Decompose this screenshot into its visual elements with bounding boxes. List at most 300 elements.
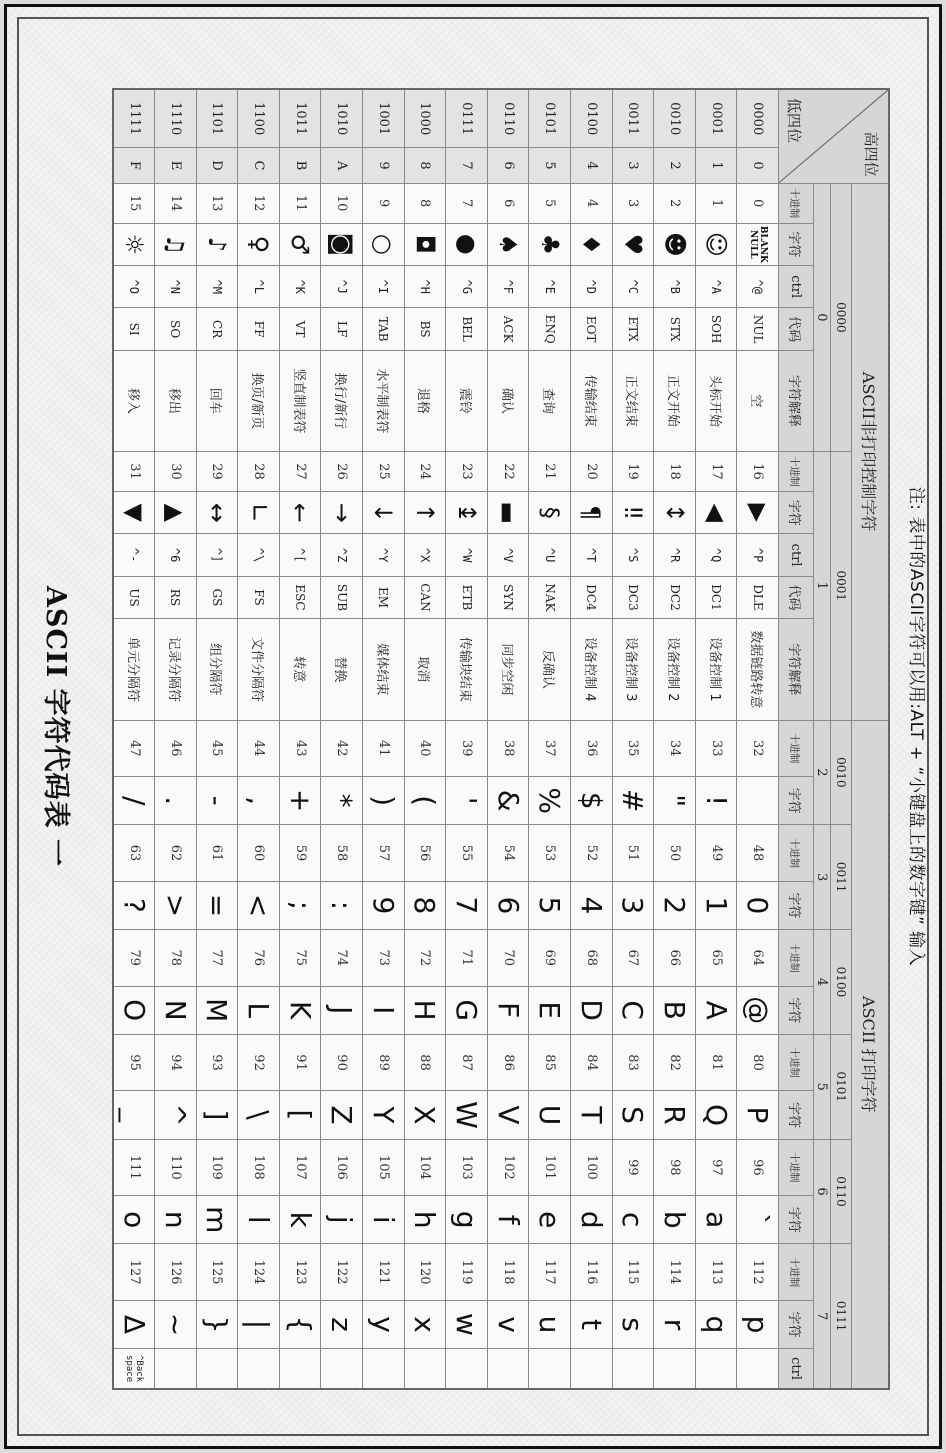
- table-row: [113, 89, 155, 1389]
- char-cell: !: [695, 777, 737, 825]
- decimal-cell: 105: [363, 1139, 405, 1196]
- char-cell: W: [446, 1091, 488, 1139]
- decimal-cell: 8: [404, 183, 446, 223]
- code-cell: ETB: [446, 576, 488, 618]
- low-bits: 0101: [529, 89, 571, 148]
- decimal-cell: 43: [279, 720, 321, 777]
- low-bits: 0000: [737, 89, 779, 148]
- decimal-cell: 9: [363, 183, 405, 223]
- decimal-cell: 55: [446, 825, 488, 882]
- code-cell: TAB: [363, 308, 405, 350]
- ctrl-key-cell: ^V: [487, 534, 529, 576]
- description-cell: 回车: [196, 350, 238, 451]
- decimal-cell: 95: [113, 1034, 155, 1091]
- decimal-cell: 71: [446, 930, 488, 987]
- code-cell: FS: [238, 576, 280, 618]
- description-cell: 查询: [529, 350, 571, 451]
- char-cell: ': [446, 777, 488, 825]
- ctrl-key-cell: ^Z: [321, 534, 363, 576]
- description-cell: 设备控制 3: [612, 619, 654, 720]
- symbol-cell: ‼: [612, 492, 654, 534]
- column-header-char: 字符: [779, 492, 814, 534]
- char-cell: 5: [529, 881, 571, 929]
- char-cell: D: [571, 986, 613, 1034]
- decimal-cell: 102: [487, 1139, 529, 1196]
- char-cell: m: [196, 1196, 238, 1244]
- ctrl-key-cell: ^B: [654, 266, 696, 308]
- code-cell: NUL: [737, 308, 779, 350]
- symbol-cell: ←: [279, 492, 321, 534]
- low-hex: 5: [529, 148, 571, 183]
- decimal-cell: 74: [321, 930, 363, 987]
- code-cell: ETX: [612, 308, 654, 350]
- char-cell: a: [695, 1196, 737, 1244]
- decimal-cell: 116: [571, 1244, 613, 1301]
- decimal-cell: 4: [571, 183, 613, 223]
- column-header-dec: 十进制: [779, 1244, 814, 1301]
- high-digit-3: 3: [814, 825, 831, 930]
- decimal-cell: 57: [363, 825, 405, 882]
- description-cell: 组分隔符: [196, 619, 238, 720]
- low-hex: 1: [695, 148, 737, 183]
- char-cell: =: [196, 881, 238, 929]
- table-row: [529, 89, 571, 1389]
- high-bits-0000: 0000: [831, 183, 852, 451]
- description-cell: 移出: [155, 350, 197, 451]
- decimal-cell: 79: [113, 930, 155, 987]
- ctrl-key-cell: ^S: [612, 534, 654, 576]
- description-cell: 替换: [321, 619, 363, 720]
- decimal-cell: 81: [695, 1034, 737, 1091]
- decimal-cell: 126: [155, 1244, 197, 1301]
- ctrl-key-cell: ^Q: [695, 534, 737, 576]
- ctrl-key-cell: [612, 1349, 654, 1389]
- code-cell: SI: [113, 308, 155, 350]
- decimal-cell: 31: [113, 452, 155, 492]
- decimal-cell: 75: [279, 930, 321, 987]
- char-cell: 0: [737, 881, 779, 929]
- code-cell: DC4: [571, 576, 613, 618]
- decimal-cell: 66: [654, 930, 696, 987]
- ctrl-key-cell: ^Y: [363, 534, 405, 576]
- char-cell: \: [238, 1091, 280, 1139]
- decimal-cell: 23: [446, 452, 488, 492]
- low-bits: 1100: [238, 89, 280, 148]
- table-row: [238, 89, 280, 1389]
- decimal-cell: 46: [155, 720, 197, 777]
- char-cell: y: [363, 1300, 405, 1348]
- decimal-cell: 17: [695, 452, 737, 492]
- char-cell: 4: [571, 881, 613, 929]
- char-cell: c: [612, 1196, 654, 1244]
- symbol-cell: ↕: [654, 492, 696, 534]
- high-digit-0: 0: [814, 183, 831, 451]
- high-nibble-label: 高四位: [862, 131, 880, 177]
- table-row: [487, 89, 529, 1389]
- column-header-desc: 字符解释: [779, 350, 814, 451]
- char-cell: N: [155, 986, 197, 1034]
- decimal-cell: 91: [279, 1034, 321, 1091]
- decimal-cell: 90: [321, 1034, 363, 1091]
- decimal-cell: 14: [155, 183, 197, 223]
- char-cell: X: [404, 1091, 446, 1139]
- symbol-cell: ☼: [113, 223, 155, 265]
- ctrl-key-cell: [279, 1349, 321, 1389]
- char-cell: Y: [363, 1091, 405, 1139]
- char-cell: ": [654, 777, 696, 825]
- symbol-cell: ♥: [612, 223, 654, 265]
- char-cell: ): [363, 777, 405, 825]
- decimal-cell: 82: [654, 1034, 696, 1091]
- decimal-cell: 68: [571, 930, 613, 987]
- column-header-dec: 十进制: [779, 183, 814, 223]
- column-header-char: 字符: [779, 223, 814, 265]
- symbol-cell: §: [529, 492, 571, 534]
- decimal-cell: 127: [113, 1244, 155, 1301]
- decimal-cell: 72: [404, 930, 446, 987]
- page-title: ASCII 字符代码表 一: [40, 586, 71, 867]
- char-cell: f: [487, 1196, 529, 1244]
- low-bits: 1001: [363, 89, 405, 148]
- char-cell: >: [155, 881, 197, 929]
- description-cell: 文件分隔符: [238, 619, 280, 720]
- decimal-cell: 30: [155, 452, 197, 492]
- decimal-cell: 122: [321, 1244, 363, 1301]
- char-cell: [737, 777, 779, 825]
- char-cell: B: [654, 986, 696, 1034]
- nonprint-group-header: ASCII非打印控制字符: [852, 183, 890, 720]
- table-row: [654, 89, 696, 1389]
- decimal-cell: 104: [404, 1139, 446, 1196]
- decimal-cell: 112: [737, 1244, 779, 1301]
- decimal-cell: 86: [487, 1034, 529, 1091]
- column-header-code: 代码: [779, 576, 814, 618]
- description-cell: 头标开始: [695, 350, 737, 451]
- table-row: [321, 89, 363, 1389]
- symbol-cell: ▲: [155, 492, 197, 534]
- decimal-cell: 13: [196, 183, 238, 223]
- description-cell: 退格: [404, 350, 446, 451]
- decimal-cell: 76: [238, 930, 280, 987]
- description-cell: 空: [737, 350, 779, 451]
- description-cell: 换行/新行: [321, 350, 363, 451]
- char-cell: J: [321, 986, 363, 1034]
- decimal-cell: 5: [529, 183, 571, 223]
- char-cell: #: [612, 777, 654, 825]
- char-cell: E: [529, 986, 571, 1034]
- char-cell: A: [695, 986, 737, 1034]
- code-cell: SUB: [321, 576, 363, 618]
- char-cell: @: [737, 986, 779, 1034]
- decimal-cell: 27: [279, 452, 321, 492]
- decimal-cell: 12: [238, 183, 280, 223]
- column-header-desc: 字符解释: [779, 619, 814, 720]
- column-header-dec: 十进制: [779, 1139, 814, 1196]
- decimal-cell: 73: [363, 930, 405, 987]
- decimal-cell: 18: [654, 452, 696, 492]
- code-cell: SYN: [487, 576, 529, 618]
- table-row: [279, 89, 321, 1389]
- symbol-cell: ♂: [279, 223, 321, 265]
- char-cell: ^: [155, 1091, 197, 1139]
- table-row: [404, 89, 446, 1389]
- char-cell: q: [695, 1300, 737, 1348]
- decimal-cell: 49: [695, 825, 737, 882]
- decimal-cell: 1: [695, 183, 737, 223]
- ctrl-key-cell: [571, 1349, 613, 1389]
- decimal-cell: 100: [571, 1139, 613, 1196]
- ascii-table: [112, 88, 890, 1390]
- char-cell: v: [487, 1300, 529, 1348]
- description-cell: 传输结束: [571, 350, 613, 451]
- decimal-cell: 48: [737, 825, 779, 882]
- decimal-cell: 21: [529, 452, 571, 492]
- ctrl-key-cell: [446, 1349, 488, 1389]
- decimal-cell: 33: [695, 720, 737, 777]
- high-bits-0010: 0010: [831, 720, 852, 825]
- table-row: [737, 89, 779, 1389]
- char-cell: R: [654, 1091, 696, 1139]
- code-cell: BS: [404, 308, 446, 350]
- low-bits: 0011: [612, 89, 654, 148]
- char-cell: :: [321, 881, 363, 929]
- char-cell: -: [196, 777, 238, 825]
- decimal-cell: 0: [737, 183, 779, 223]
- char-cell: }: [196, 1300, 238, 1348]
- decimal-cell: 50: [654, 825, 696, 882]
- decimal-cell: 40: [404, 720, 446, 777]
- decimal-cell: 114: [654, 1244, 696, 1301]
- char-cell: T: [571, 1091, 613, 1139]
- code-cell: EOT: [571, 308, 613, 350]
- char-cell: `: [737, 1196, 779, 1244]
- decimal-cell: 25: [363, 452, 405, 492]
- decimal-cell: 16: [737, 452, 779, 492]
- symbol-cell: ☻: [654, 223, 696, 265]
- symbol-cell: ∟: [238, 492, 280, 534]
- decimal-cell: 108: [238, 1139, 280, 1196]
- char-cell: K: [279, 986, 321, 1034]
- decimal-cell: 26: [321, 452, 363, 492]
- decimal-cell: 87: [446, 1034, 488, 1091]
- decimal-cell: 89: [363, 1034, 405, 1091]
- ctrl-key-cell: ^O: [113, 266, 155, 308]
- decimal-cell: 51: [612, 825, 654, 882]
- char-cell: u: [529, 1300, 571, 1348]
- ctrl-key-cell: ^Back space: [113, 1349, 155, 1389]
- char-cell: <: [238, 881, 280, 929]
- low-bits: 0110: [487, 89, 529, 148]
- code-cell: DLE: [737, 576, 779, 618]
- char-cell: 3: [612, 881, 654, 929]
- char-cell: h: [404, 1196, 446, 1244]
- column-header-ctrl: ctrl: [779, 266, 814, 308]
- table-row: [612, 89, 654, 1389]
- char-cell: s: [612, 1300, 654, 1348]
- column-header-char: 字符: [779, 986, 814, 1034]
- char-cell: x: [404, 1300, 446, 1348]
- ctrl-key-cell: ^U: [529, 534, 571, 576]
- char-cell: 2: [654, 881, 696, 929]
- ctrl-key-cell: ^T: [571, 534, 613, 576]
- decimal-cell: 62: [155, 825, 197, 882]
- low-bits: 0010: [654, 89, 696, 148]
- decimal-cell: 2: [654, 183, 696, 223]
- decimal-cell: 61: [196, 825, 238, 882]
- print-group-header: ASCII 打印字符: [852, 720, 890, 1389]
- decimal-cell: 119: [446, 1244, 488, 1301]
- ctrl-key-cell: ^]: [196, 534, 238, 576]
- decimal-cell: 41: [363, 720, 405, 777]
- low-hex: 4: [571, 148, 613, 183]
- decimal-cell: 59: [279, 825, 321, 882]
- decimal-cell: 110: [155, 1139, 197, 1196]
- code-cell: DC3: [612, 576, 654, 618]
- ctrl-key-cell: ^X: [404, 534, 446, 576]
- low-bits: 1011: [279, 89, 321, 148]
- decimal-cell: 32: [737, 720, 779, 777]
- code-cell: US: [113, 576, 155, 618]
- low-hex: 2: [654, 148, 696, 183]
- char-cell: 7: [446, 881, 488, 929]
- column-header-char: 字符: [779, 777, 814, 825]
- code-cell: LF: [321, 308, 363, 350]
- code-cell: SO: [155, 308, 197, 350]
- decimal-cell: 36: [571, 720, 613, 777]
- char-cell: S: [612, 1091, 654, 1139]
- char-cell: /: [113, 777, 155, 825]
- decimal-cell: 77: [196, 930, 238, 987]
- decimal-cell: 35: [612, 720, 654, 777]
- char-cell: r: [654, 1300, 696, 1348]
- symbol-cell: ●: [446, 223, 488, 265]
- code-cell: SOH: [695, 308, 737, 350]
- char-cell: 1: [695, 881, 737, 929]
- decimal-cell: 22: [487, 452, 529, 492]
- char-cell: ~: [155, 1300, 197, 1348]
- symbol-cell: ☺: [695, 223, 737, 265]
- decimal-cell: 38: [487, 720, 529, 777]
- decimal-cell: 60: [238, 825, 280, 882]
- ctrl-key-cell: [363, 1349, 405, 1389]
- char-cell: k: [279, 1196, 321, 1244]
- description-cell: 转意: [279, 619, 321, 720]
- high-bits-0011: 0011: [831, 825, 852, 930]
- description-cell: 取消: [404, 619, 446, 720]
- decimal-cell: 65: [695, 930, 737, 987]
- ctrl-key-cell: [404, 1349, 446, 1389]
- char-cell: L: [238, 986, 280, 1034]
- ctrl-key-cell: [321, 1349, 363, 1389]
- ctrl-key-cell: ^M: [196, 266, 238, 308]
- ctrl-key-cell: ^A: [695, 266, 737, 308]
- decimal-cell: 121: [363, 1244, 405, 1301]
- code-cell: CR: [196, 308, 238, 350]
- symbol-cell: ♀: [238, 223, 280, 265]
- low-hex: B: [279, 148, 321, 183]
- table-row: [155, 89, 197, 1389]
- symbol-cell: ▬: [487, 492, 529, 534]
- ctrl-key-cell: ^G: [446, 266, 488, 308]
- corner-header: [779, 89, 890, 183]
- decimal-cell: 120: [404, 1244, 446, 1301]
- decimal-cell: 96: [737, 1139, 779, 1196]
- ctrl-key-cell: ^6: [155, 534, 197, 576]
- column-header-ctrl: ctrl: [779, 1349, 814, 1389]
- low-hex: 9: [363, 148, 405, 183]
- description-cell: 设备控制 1: [695, 619, 737, 720]
- char-cell: +: [279, 777, 321, 825]
- low-bits: 1110: [155, 89, 197, 148]
- ctrl-key-cell: ^H: [404, 266, 446, 308]
- decimal-cell: 111: [113, 1139, 155, 1196]
- code-cell: FF: [238, 308, 280, 350]
- decimal-cell: 20: [571, 452, 613, 492]
- description-cell: 竖直制表符: [279, 350, 321, 451]
- low-hex: F: [113, 148, 155, 183]
- description-cell: 媒体结束: [363, 619, 405, 720]
- decimal-cell: 64: [737, 930, 779, 987]
- char-cell: H: [404, 986, 446, 1034]
- column-header-dec: 十进制: [779, 720, 814, 777]
- ctrl-key-cell: ^-: [113, 534, 155, 576]
- char-cell: z: [321, 1300, 363, 1348]
- decimal-cell: 103: [446, 1139, 488, 1196]
- char-cell: [: [279, 1091, 321, 1139]
- high-digit-2: 2: [814, 720, 831, 825]
- table-row: [196, 89, 238, 1389]
- ctrl-key-cell: [487, 1349, 529, 1389]
- low-bits: 0100: [571, 89, 613, 148]
- decimal-cell: 117: [529, 1244, 571, 1301]
- ctrl-key-cell: ^\: [238, 534, 280, 576]
- column-header-dec: 十进制: [779, 452, 814, 492]
- char-cell: U: [529, 1091, 571, 1139]
- symbol-cell: ◘: [404, 223, 446, 265]
- char-cell: M: [196, 986, 238, 1034]
- table-row: [571, 89, 613, 1389]
- symbol-cell: ↔: [196, 492, 238, 534]
- symbol-cell: ▶: [737, 492, 779, 534]
- decimal-cell: 37: [529, 720, 571, 777]
- code-cell: ENQ: [529, 308, 571, 350]
- decimal-cell: 118: [487, 1244, 529, 1301]
- description-cell: 移入: [113, 350, 155, 451]
- char-cell: 9: [363, 881, 405, 929]
- symbol-cell: ♫: [155, 223, 197, 265]
- decimal-cell: 94: [155, 1034, 197, 1091]
- code-cell: VT: [279, 308, 321, 350]
- decimal-cell: 39: [446, 720, 488, 777]
- description-cell: 设备控制 4: [571, 619, 613, 720]
- ctrl-key-cell: [238, 1349, 280, 1389]
- low-hex: 3: [612, 148, 654, 183]
- decimal-cell: 93: [196, 1034, 238, 1091]
- table-row: [363, 89, 405, 1389]
- symbol-cell: ♦: [571, 223, 613, 265]
- table-row: [695, 89, 737, 1389]
- decimal-cell: 97: [695, 1139, 737, 1196]
- description-cell: 确认: [487, 350, 529, 451]
- ctrl-key-cell: ^[: [279, 534, 321, 576]
- column-header-dec: 十进制: [779, 825, 814, 882]
- description-cell: 数据链路转意: [737, 619, 779, 720]
- column-header-char: 字符: [779, 1300, 814, 1348]
- decimal-cell: 24: [404, 452, 446, 492]
- char-cell: p: [737, 1300, 779, 1348]
- decimal-cell: 69: [529, 930, 571, 987]
- code-cell: DC2: [654, 576, 696, 618]
